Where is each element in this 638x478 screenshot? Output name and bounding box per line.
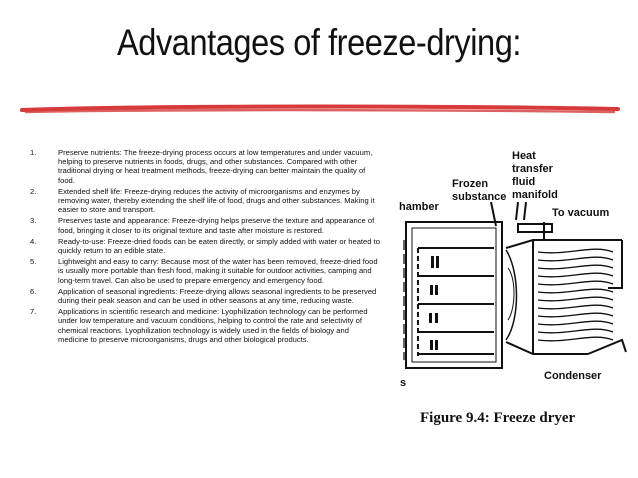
red-brush-divider: [20, 100, 620, 120]
figure-caption: Figure 9.4: Freeze dryer: [420, 410, 576, 426]
label-transfer: transfer: [512, 163, 553, 175]
list-item: [30, 216, 380, 234]
item-number: 2.: [30, 186, 37, 196]
freeze-dryer-diagram: [398, 144, 638, 434]
item-text: Extended shelf life: Freeze-drying reduces the activity of microorganisms and enzymes by removing water, thereby extending the shelf life of food, drugs and other substances. Making it easier to store and transport.: [58, 186, 375, 215]
item-text: Applications in scientific research and medicine: Lyophilization technology can be performed under low temperature and vacuum conditions, helping to control the rate and selectivity of chemical reactions. Lyophilization technology is widely used in the fields of biology and medicine to preserve microorganisms, drugs and other biological products.: [58, 307, 368, 344]
item-text: Ready-to-use: Freeze-dried foods can be eaten directly, or simply added with water or heated to quickly return to an edible state.: [58, 236, 380, 256]
item-number: 6.: [30, 286, 37, 296]
item-number: 7.: [30, 307, 37, 317]
list-item: [30, 148, 380, 185]
label-fluid: fluid: [512, 176, 536, 188]
item-text: Lightweight and easy to carry: Because most of the water has been removed, freeze-dried food is usually more portable than fresh food, making it suitable for outdoor activities, camping and long-term travel. Can also be used to prepare emergency and emergency food.: [58, 257, 378, 285]
list-item: [30, 237, 380, 255]
item-number: 1.: [30, 148, 37, 157]
item-number: 5.: [30, 257, 37, 267]
item-number: 4.: [30, 236, 37, 246]
label-substance: substance: [452, 191, 507, 203]
label-chamber: hamber: [399, 201, 439, 213]
label-manifold: manifold: [512, 189, 558, 201]
label-heat: Heat: [512, 150, 536, 162]
advantages-list: [30, 148, 380, 346]
item-text: Application of seasonal ingredients: Freeze-drying allows seasonal ingredients to be preserved during their peak season and can be used in other seasons at any time, reducing waste.: [58, 286, 377, 306]
list-item: [30, 287, 380, 305]
list-item: [30, 307, 380, 344]
list-item: [30, 257, 380, 285]
list-item: [30, 187, 380, 215]
label-frozen: Frozen: [452, 178, 489, 190]
item-number: 3.: [30, 216, 37, 226]
item-text: Preserves taste and appearance: Freeze-drying helps preserve the texture and appearance of food, bringing it closer to its original texture and taste after moisture is restored.: [58, 216, 375, 235]
slide-title: Advantages of freeze-drying:: [117, 22, 521, 63]
label-s: s: [400, 377, 407, 389]
label-vacuum: To vacuum: [552, 207, 610, 219]
freeze-dryer-figure: [398, 144, 638, 434]
item-text: Preserve nutrients: The freeze-drying process occurs at low temperatures and under vacuum, helping to preserve nutrients in foods, drugs, and other substances. Compared with other traditional drying or heat treatment methods, freeze-drying can better maintain the quality of food.: [58, 148, 373, 185]
label-condenser: Condenser: [544, 370, 602, 382]
